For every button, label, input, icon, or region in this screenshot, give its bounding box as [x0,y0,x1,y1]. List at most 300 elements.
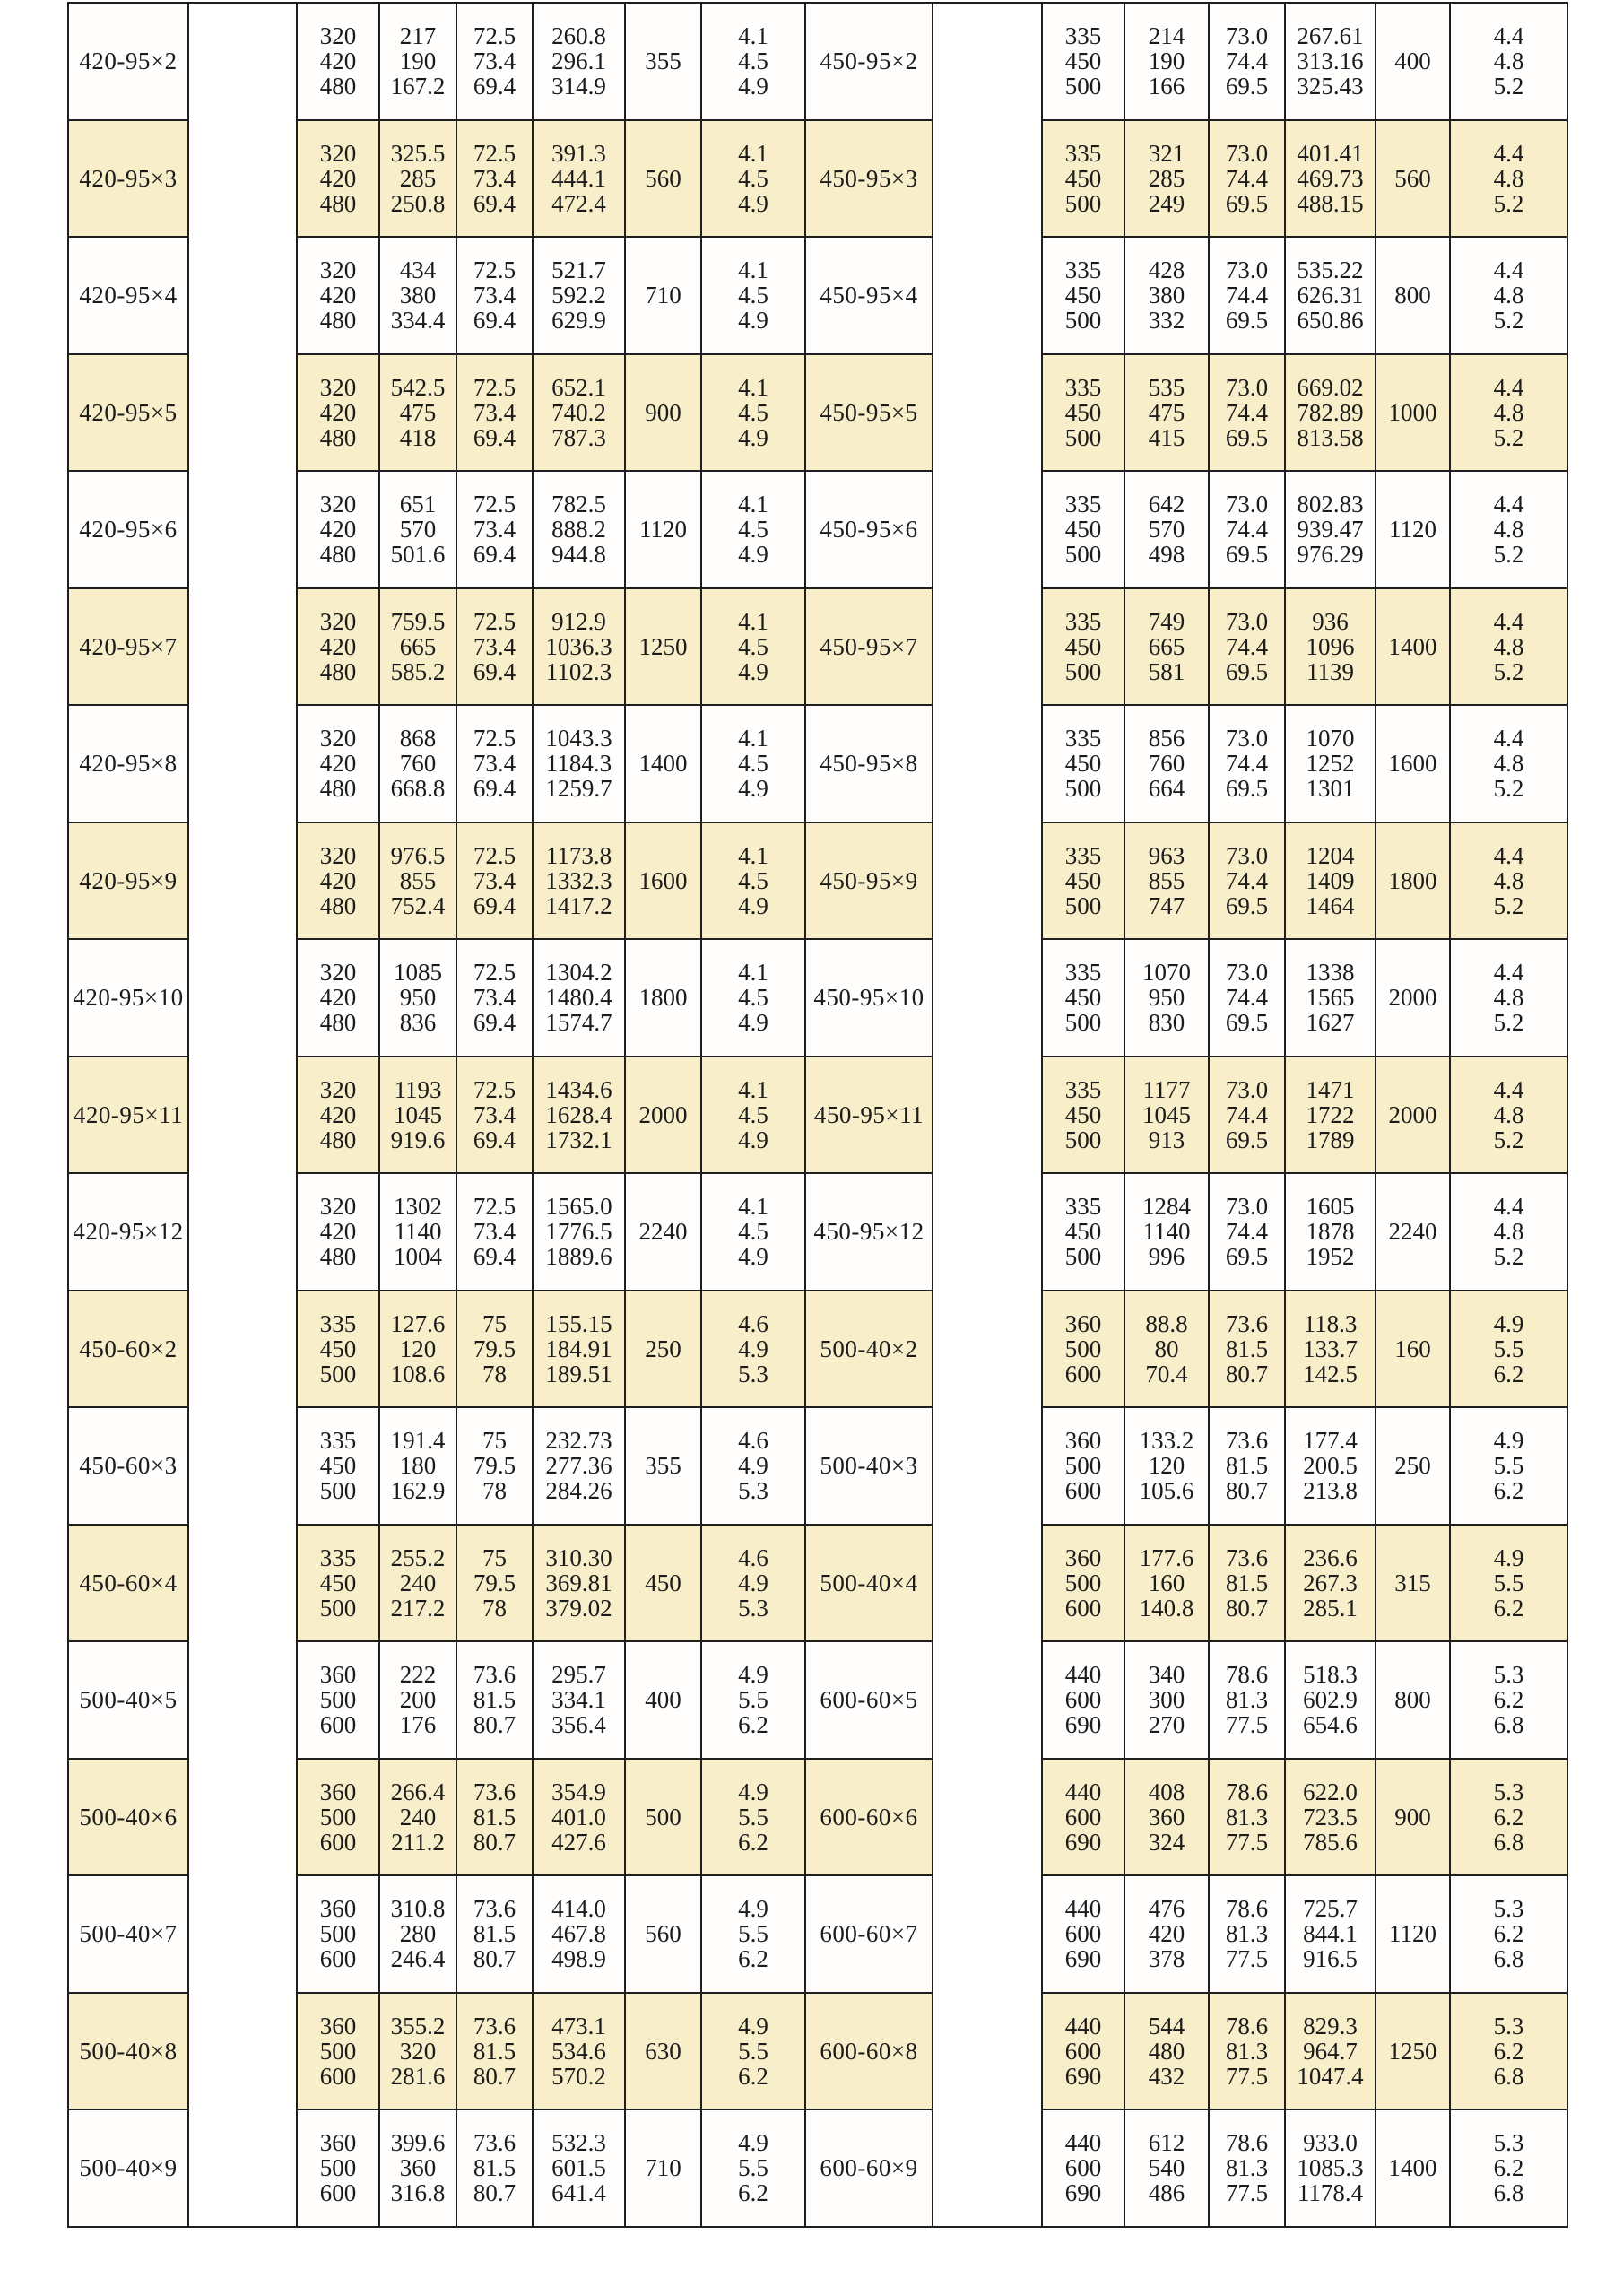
value-line: 105.6 [1139,1477,1194,1505]
value-line: 80.7 [473,1945,516,1973]
value-line: 300 [1148,1686,1185,1714]
value-line: 72.5 [473,841,516,869]
value-line: 467.8 [551,1920,606,1948]
efficiency-cell [456,1173,533,1291]
efficiency-cell [1209,354,1285,472]
efficiency-cell [456,705,533,822]
value-line: 488.15 [1297,189,1364,217]
value-line: 316.8 [390,2179,446,2207]
flow-cell [1042,1407,1124,1525]
shaft-power-cell [533,588,625,706]
npsh-cell [1450,1993,1567,2110]
value-line: 167.2 [390,73,446,100]
value-line: 75 [482,1544,507,1571]
efficiency-cell [1209,2109,1285,2227]
shaft-power-cell [1285,1407,1376,1525]
head-cell [379,354,456,472]
npsh-cell [1450,1173,1567,1291]
value-line: 669.02 [1297,373,1364,401]
npsh-cell [701,1173,805,1291]
value-line: 81.5 [473,1803,516,1831]
value-line: 335 [1064,491,1102,518]
value-line: 500 [1064,1569,1102,1596]
value-line: 535 [1148,373,1185,401]
value-line: 354.9 [551,1778,606,1805]
value-line: 166 [1148,73,1185,100]
value-line: 1464 [1306,891,1355,919]
value-line: 855 [399,866,437,894]
value-line: 69.5 [1225,307,1269,335]
model-cell: 500-40×7 [68,1875,188,1993]
value-line: 176 [399,1711,437,1739]
value-line: 450 [1064,164,1102,192]
value-line: 5.2 [1493,423,1524,451]
value-line: 217 [399,22,437,50]
value-line: 725.7 [1303,1895,1358,1923]
value-line: 4.4 [1493,139,1524,167]
value-line: 415 [1148,423,1185,451]
value-line: 73.0 [1225,607,1269,635]
value-line: 476 [1148,1895,1185,1923]
value-line: 313.16 [1297,48,1364,75]
value-line: 1434.6 [545,1075,612,1103]
value-line: 498.9 [551,1945,606,1973]
motor-power-cell: 1400 [1376,2109,1450,2227]
flow-cell [297,1993,379,2110]
value-line: 321 [1148,139,1185,167]
value-line: 600 [319,2062,357,2090]
value-line: 4.5 [738,1100,768,1128]
value-line: 518.3 [1303,1661,1358,1689]
value-line: 73.6 [1225,1544,1269,1571]
value-line: 77.5 [1225,1711,1269,1739]
value-line: 6.2 [1493,1594,1524,1622]
efficiency-cell [1209,1641,1285,1759]
value-line: 1045 [1142,1100,1191,1128]
value-line: 4.8 [1493,282,1524,309]
value-line: 310.8 [390,1895,446,1923]
value-line: 78.6 [1225,2129,1269,2157]
motor-power-cell: 450 [625,1525,701,1642]
value-line: 69.5 [1225,775,1269,803]
value-line: 6.2 [1493,1360,1524,1387]
value-line: 844.1 [1303,1920,1358,1948]
value-line: 6.8 [1493,1711,1524,1739]
value-line: 976.5 [390,841,446,869]
value-line: 284.26 [545,1477,612,1505]
value-line: 450 [1064,516,1102,544]
value-line: 500 [1064,1243,1102,1271]
npsh-cell [701,588,805,706]
value-line: 72.5 [473,607,516,635]
value-line: 74.4 [1225,866,1269,894]
efficiency-cell [1209,1759,1285,1876]
model-cell: 450-95×7 [805,588,933,706]
model-cell: 600-60×8 [805,1993,933,2110]
value-line: 450 [319,1452,357,1480]
npsh-cell [1450,588,1567,706]
motor-power-cell: 1600 [1376,705,1450,822]
value-line: 4.5 [738,48,768,75]
value-line: 4.9 [738,1895,768,1923]
value-line: 651 [399,491,437,518]
value-line: 5.3 [1493,1661,1524,1689]
shaft-power-cell [1285,354,1376,472]
value-line: 654.6 [1303,1711,1358,1739]
efficiency-cell [456,1641,533,1759]
head-cell [379,705,456,822]
value-line: 480 [319,423,357,451]
value-line: 133.2 [1139,1427,1194,1455]
value-line: 335 [319,1427,357,1455]
value-line: 155.15 [545,1309,612,1337]
value-line: 787.3 [551,423,606,451]
shaft-power-cell [533,3,625,120]
value-line: 360 [319,1778,357,1805]
value-line: 6.2 [1493,1686,1524,1714]
flow-cell [1042,1173,1124,1291]
value-line: 73.6 [473,2012,516,2039]
efficiency-cell [456,120,533,238]
value-line: 1178.4 [1297,2179,1364,2207]
value-line: 802.83 [1297,491,1364,518]
value-line: 1789 [1306,1126,1355,1153]
model-cell: 450-60×3 [68,1407,188,1525]
value-line: 480 [319,1243,357,1271]
shaft-power-cell [533,939,625,1057]
model-cell: 600-60×5 [805,1641,933,1759]
value-line: 500 [1064,891,1102,919]
value-line: 77.5 [1225,1828,1269,1856]
value-line: 4.8 [1493,48,1524,75]
value-line: 4.9 [738,541,768,569]
value-line: 5.3 [738,1477,768,1505]
head-cell [379,1173,456,1291]
value-line: 1036.3 [545,632,612,660]
value-line: 976.29 [1297,541,1364,569]
value-line: 73.4 [473,632,516,660]
value-line: 4.9 [738,1335,768,1362]
value-line: 335 [1064,257,1102,284]
value-line: 4.9 [738,1009,768,1037]
value-line: 600 [319,2179,357,2207]
value-line: 1480.4 [545,984,612,1012]
value-line: 1173.8 [545,841,612,869]
motor-power-cell: 560 [1376,120,1450,238]
npsh-cell [1450,1407,1567,1525]
head-cell [379,1525,456,1642]
value-line: 214 [1148,22,1185,50]
efficiency-cell [1209,1173,1285,1291]
value-line: 420 [319,632,357,660]
head-cell [1124,1641,1209,1759]
value-line: 600 [1064,1594,1102,1622]
value-line: 200.5 [1303,1452,1358,1480]
value-line: 829.3 [1303,2012,1358,2039]
npsh-cell [701,1291,805,1408]
value-line: 500 [319,2037,357,2065]
value-line: 4.6 [738,1309,768,1337]
value-line: 360 [1064,1544,1102,1571]
model-cell: 500-40×6 [68,1759,188,1876]
value-line: 723.5 [1303,1803,1358,1831]
value-line: 335 [1064,725,1102,752]
efficiency-cell [456,354,533,472]
value-line: 6.8 [1493,1828,1524,1856]
value-line: 73.6 [1225,1309,1269,1337]
value-line: 81.5 [473,1920,516,1948]
head-cell [1124,2109,1209,2227]
value-line: 360 [319,1661,357,1689]
value-line: 6.2 [1493,1920,1524,1948]
value-line: 600 [1064,2037,1102,2065]
value-line: 4.4 [1493,257,1524,284]
value-line: 5.2 [1493,657,1524,685]
value-line: 74.4 [1225,516,1269,544]
value-line: 532.3 [551,2129,606,2157]
value-line: 140.8 [1139,1594,1194,1622]
value-line: 4.9 [738,1661,768,1689]
table-body [68,3,1567,2227]
value-line: 642 [1148,491,1185,518]
head-cell [1124,354,1209,472]
value-line: 600 [1064,1803,1102,1831]
model-cell: 450-95×6 [805,471,933,588]
pump-spec-table [67,2,1568,2228]
value-line: 379.02 [545,1594,612,1622]
value-line: 450 [1064,632,1102,660]
value-line: 120 [399,1335,437,1362]
value-line: 480 [319,541,357,569]
motor-power-cell: 250 [1376,1407,1450,1525]
value-line: 5.3 [1493,1778,1524,1805]
motor-power-cell: 560 [625,1875,701,1993]
value-line: 78.6 [1225,1895,1269,1923]
value-line: 420 [319,164,357,192]
motor-power-cell: 1600 [625,822,701,940]
npsh-cell [701,1407,805,1525]
value-line: 69.5 [1225,657,1269,685]
value-line: 1302 [394,1193,442,1221]
head-cell [379,1759,456,1876]
value-line: 77.5 [1225,2062,1269,2090]
motor-power-cell: 2000 [1376,1057,1450,1174]
value-line: 314.9 [551,73,606,100]
value-line: 1627 [1306,1009,1355,1037]
value-line: 1565 [1306,984,1355,1012]
value-line: 72.5 [473,373,516,401]
value-line: 380 [399,282,437,309]
model-cell: 450-95×2 [805,3,933,120]
value-line: 80.7 [473,2062,516,2090]
value-line: 267.3 [1303,1569,1358,1596]
motor-power-cell: 355 [625,3,701,120]
npsh-cell [1450,1525,1567,1642]
shaft-power-cell [1285,1173,1376,1291]
head-cell [1124,1057,1209,1174]
value-line: 320 [319,373,357,401]
value-line: 480 [319,891,357,919]
value-line: 78 [482,1360,507,1387]
value-line: 4.1 [738,1075,768,1103]
value-line: 74.4 [1225,632,1269,660]
value-line: 73.6 [473,2129,516,2157]
shaft-power-cell [1285,939,1376,1057]
value-line: 80.7 [1225,1360,1269,1387]
value-line: 320 [319,841,357,869]
value-line: 428 [1148,257,1185,284]
value-line: 80.7 [473,1711,516,1739]
motor-power-cell: 2000 [625,1057,701,1174]
value-line: 4.9 [738,73,768,100]
value-line: 401.0 [551,1803,606,1831]
value-line: 4.5 [738,398,768,426]
value-line: 120 [1148,1452,1185,1480]
model-cell: 450-95×5 [805,354,933,472]
value-line: 4.9 [1493,1309,1524,1337]
flow-cell [1042,354,1124,472]
value-line: 690 [1064,1945,1102,1973]
head-cell [379,2109,456,2227]
value-line: 4.4 [1493,1193,1524,1221]
value-line: 500 [1064,657,1102,685]
efficiency-cell [456,3,533,120]
value-line: 335 [1064,841,1102,869]
value-line: 1047.4 [1297,2062,1364,2090]
flow-cell [297,2109,379,2227]
value-line: 285.1 [1303,1594,1358,1622]
motor-power-cell: 1800 [625,939,701,1057]
value-line: 73.4 [473,1100,516,1128]
flow-cell [1042,1057,1124,1174]
motor-power-cell: 400 [625,1641,701,1759]
motor-power-cell: 1000 [1376,354,1450,472]
value-line: 190 [399,48,437,75]
value-line: 5.2 [1493,189,1524,217]
value-line: 480 [319,189,357,217]
value-line: 72.5 [473,725,516,752]
value-line: 81.5 [473,2154,516,2182]
efficiency-cell [456,1525,533,1642]
value-line: 4.1 [738,841,768,869]
value-line: 355.2 [390,2012,446,2039]
value-line: 73.0 [1225,841,1269,869]
npsh-cell [701,1641,805,1759]
value-line: 5.5 [738,1803,768,1831]
value-line: 5.5 [1493,1452,1524,1480]
value-line: 334.4 [390,307,446,335]
head-cell [1124,471,1209,588]
value-line: 73.4 [473,398,516,426]
value-line: 690 [1064,2179,1102,2207]
head-cell [1124,1759,1209,1876]
value-line: 320 [319,22,357,50]
value-line: 222 [399,1661,437,1689]
efficiency-cell [456,1875,533,1993]
motor-power-cell: 1120 [1376,1875,1450,1993]
value-line: 320 [319,1193,357,1221]
value-line: 4.1 [738,491,768,518]
npsh-cell [1450,1875,1567,1993]
value-line: 855 [1148,866,1185,894]
shaft-power-cell [533,1525,625,1642]
value-line: 69.4 [473,541,516,569]
value-line: 500 [319,1920,357,1948]
value-line: 5.5 [738,1686,768,1714]
value-line: 73.4 [473,164,516,192]
value-line: 690 [1064,1711,1102,1739]
motor-power-cell: 1250 [1376,1993,1450,2110]
value-line: 521.7 [551,257,606,284]
value-line: 80.7 [473,2179,516,2207]
value-line: 612 [1148,2129,1185,2157]
model-cell: 420-95×9 [68,822,188,940]
value-line: 4.4 [1493,725,1524,752]
value-line: 4.1 [738,257,768,284]
flow-cell [1042,939,1124,1057]
value-line: 81.5 [1225,1452,1269,1480]
flow-cell [1042,705,1124,822]
flow-cell [297,1173,379,1291]
value-line: 1096 [1306,632,1355,660]
value-line: 664 [1148,775,1185,803]
value-line: 420 [319,282,357,309]
motor-power-cell: 250 [625,1291,701,1408]
value-line: 190 [1148,48,1185,75]
value-line: 73.4 [473,750,516,778]
npsh-cell [1450,1759,1567,1876]
value-line: 1952 [1306,1243,1355,1271]
model-cell: 500-40×2 [805,1291,933,1408]
value-line: 600 [1064,2154,1102,2182]
value-line: 295.7 [551,1661,606,1689]
value-line: 420 [319,398,357,426]
value-line: 75 [482,1427,507,1455]
value-line: 542.5 [390,373,446,401]
value-line: 4.9 [1493,1427,1524,1455]
efficiency-cell [456,1993,533,2110]
value-line: 320 [319,139,357,167]
npsh-cell [1450,237,1567,354]
value-line: 1204 [1306,841,1355,869]
value-line: 74.4 [1225,398,1269,426]
value-line: 486 [1148,2179,1185,2207]
value-line: 77.5 [1225,2179,1269,2207]
value-line: 6.8 [1493,2179,1524,2207]
value-line: 360 [319,2129,357,2157]
value-line: 69.5 [1225,423,1269,451]
motor-power-cell: 1800 [1376,822,1450,940]
model-cell: 600-60×9 [805,2109,933,2227]
npsh-cell [1450,354,1567,472]
model-cell: 420-95×2 [68,3,188,120]
value-line: 77.5 [1225,1945,1269,1973]
value-line: 5.3 [1493,2012,1524,2039]
value-line: 4.4 [1493,373,1524,401]
value-line: 4.1 [738,22,768,50]
value-line: 4.8 [1493,398,1524,426]
value-line: 665 [1148,632,1185,660]
flow-cell [297,588,379,706]
value-line: 81.3 [1225,2037,1269,2065]
value-line: 69.5 [1225,73,1269,100]
value-line: 4.8 [1493,516,1524,544]
value-line: 4.6 [738,1427,768,1455]
head-cell [379,1291,456,1408]
value-line: 535.22 [1297,257,1364,284]
model-cell: 450-60×4 [68,1525,188,1642]
value-line: 4.8 [1493,1100,1524,1128]
